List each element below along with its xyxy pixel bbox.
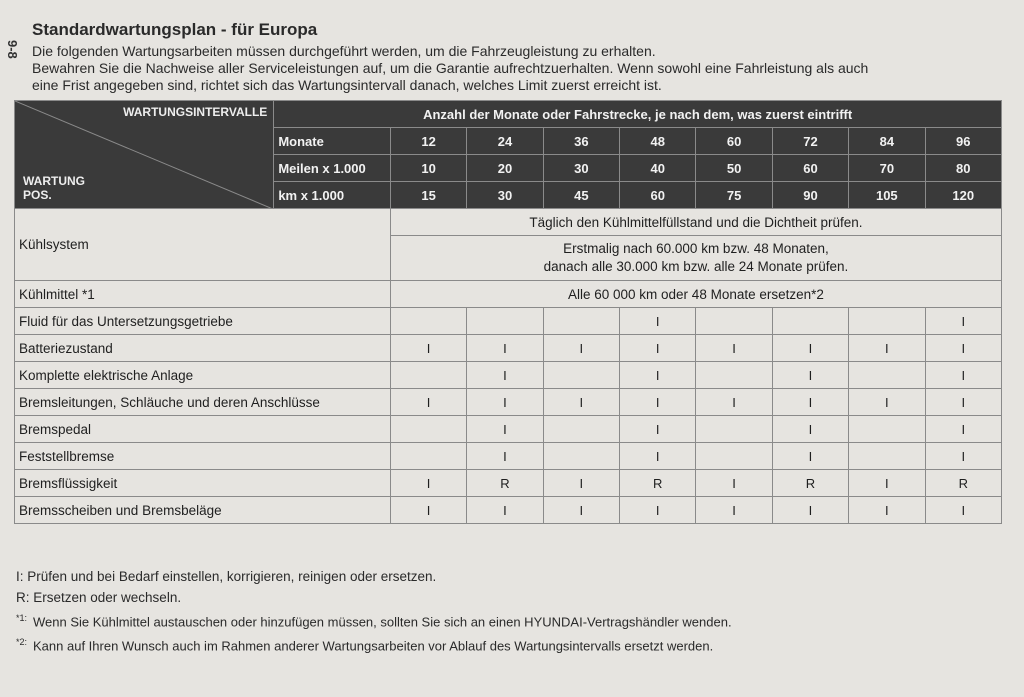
- item-label: Komplette elektrische Anlage: [15, 362, 391, 389]
- item-mark: I: [925, 443, 1001, 470]
- item-mark: [849, 308, 925, 335]
- interval-value: 120: [925, 182, 1001, 209]
- item-mark: [543, 416, 619, 443]
- kuehlsystem-note-daily: Täglich den Kühlmittelfüllstand und die Dichtheit prüfen.: [390, 209, 1001, 236]
- kuehlmittel-note: Alle 60 000 km oder 48 Monate ersetzen*2: [390, 281, 1001, 308]
- maintenance-table: [14, 100, 1002, 524]
- interval-value: 40: [620, 155, 696, 182]
- interval-value: 30: [467, 182, 543, 209]
- item-mark: I: [925, 308, 1001, 335]
- item-mark: I: [467, 389, 543, 416]
- item-mark: I: [772, 389, 848, 416]
- item-mark: R: [925, 470, 1001, 497]
- item-mark: R: [467, 470, 543, 497]
- table-row: [15, 389, 1002, 416]
- table-row: [15, 362, 1002, 389]
- intro-text: [32, 43, 1012, 94]
- footnote-2: [16, 632, 996, 656]
- item-mark: [696, 416, 772, 443]
- item-mark: [696, 308, 772, 335]
- interval-value: 70: [849, 155, 925, 182]
- item-mark: I: [467, 416, 543, 443]
- item-mark: I: [620, 416, 696, 443]
- item-mark: [390, 416, 466, 443]
- item-mark: I: [772, 443, 848, 470]
- item-label: Bremsleitungen, Schläuche und deren Anschlüsse: [15, 389, 391, 416]
- interval-value: 75: [696, 182, 772, 209]
- item-mark: [467, 308, 543, 335]
- item-mark: I: [696, 470, 772, 497]
- item-mark: I: [467, 335, 543, 362]
- legend-r: R: Ersetzen oder wechseln.: [16, 590, 182, 605]
- item-mark: I: [467, 497, 543, 524]
- item-mark: I: [620, 497, 696, 524]
- table-row: [15, 308, 1002, 335]
- interval-value: 48: [620, 128, 696, 155]
- item-mark: [390, 308, 466, 335]
- interval-header-title: Anzahl der Monate oder Fahrstrecke, je nach dem, was zuerst eintrifft: [274, 101, 1002, 128]
- item-mark: [390, 362, 466, 389]
- item-mark: I: [620, 389, 696, 416]
- kuehlsystem-note-interval: [390, 236, 1001, 281]
- item-mark: I: [849, 497, 925, 524]
- item-mark: [543, 308, 619, 335]
- item-label: Bremspedal: [15, 416, 391, 443]
- intro-line-3: eine Frist angegeben sind, richtet sich das Wartungsintervall danach, welches Limit zuerst erreicht ist.: [32, 77, 662, 93]
- item-mark: I: [925, 497, 1001, 524]
- item-mark: [696, 362, 772, 389]
- item-mark: I: [849, 470, 925, 497]
- item-mark: I: [772, 497, 848, 524]
- interval-value: 10: [390, 155, 466, 182]
- table-row: [15, 416, 1002, 443]
- legend: [16, 566, 996, 657]
- item-mark: I: [696, 335, 772, 362]
- interval-value: 45: [543, 182, 619, 209]
- item-label: Feststellbremse: [15, 443, 391, 470]
- item-mark: [772, 308, 848, 335]
- intro-line-2: Bewahren Sie die Nachweise aller Serviceleistungen auf, um die Garantie aufrechtzuerhalten. Wenn sowohl eine Fahrleistung als auch: [32, 60, 869, 76]
- interval-row-label: Monate: [274, 128, 391, 155]
- item-mark: [696, 443, 772, 470]
- kuehlsystem-note-line-2: danach alle 30.000 km bzw. alle 24 Monate prüfen.: [543, 259, 849, 274]
- item-mark: I: [925, 416, 1001, 443]
- interval-row-label: Meilen x 1.000: [274, 155, 391, 182]
- item-mark: I: [849, 389, 925, 416]
- item-mark: I: [620, 308, 696, 335]
- item-mark: I: [925, 335, 1001, 362]
- item-mark: [390, 443, 466, 470]
- item-mark: I: [620, 362, 696, 389]
- interval-value: 72: [772, 128, 848, 155]
- item-mark: I: [849, 335, 925, 362]
- item-mark: [849, 443, 925, 470]
- interval-value: 12: [390, 128, 466, 155]
- interval-value: 30: [543, 155, 619, 182]
- item-mark: I: [772, 362, 848, 389]
- item-mark: I: [772, 335, 848, 362]
- item-label: Batteriezustand: [15, 335, 391, 362]
- item-mark: I: [543, 335, 619, 362]
- interval-value: 80: [925, 155, 1001, 182]
- interval-value: 20: [467, 155, 543, 182]
- interval-value: 15: [390, 182, 466, 209]
- footnote-1: [16, 608, 996, 632]
- table-row: [15, 443, 1002, 470]
- item-mark: I: [390, 389, 466, 416]
- item-label: Bremsflüssigkeit: [15, 470, 391, 497]
- interval-value: 50: [696, 155, 772, 182]
- item-label-kuehlsystem: Kühlsystem: [15, 209, 391, 281]
- item-mark: R: [772, 470, 848, 497]
- item-mark: [543, 443, 619, 470]
- intro-line-1: Die folgenden Wartungsarbeiten müssen durchgeführt werden, um die Fahrzeugleistung zu erhalten.: [32, 43, 656, 59]
- item-mark: I: [696, 497, 772, 524]
- table-row: [15, 335, 1002, 362]
- interval-value: 90: [772, 182, 848, 209]
- item-mark: I: [696, 389, 772, 416]
- interval-value: 60: [772, 155, 848, 182]
- interval-value: 84: [849, 128, 925, 155]
- interval-value: 36: [543, 128, 619, 155]
- page-number: 9-8: [5, 40, 20, 59]
- item-mark: I: [925, 389, 1001, 416]
- item-mark: I: [467, 362, 543, 389]
- interval-value: 96: [925, 128, 1001, 155]
- interval-value: 105: [849, 182, 925, 209]
- item-mark: I: [772, 416, 848, 443]
- interval-value: 60: [696, 128, 772, 155]
- page-title: Standardwartungsplan - für Europa: [32, 20, 318, 39]
- item-label: Bremsscheiben und Bremsbeläge: [15, 497, 391, 524]
- table-row: [15, 497, 1002, 524]
- item-mark: R: [620, 470, 696, 497]
- item-mark: I: [543, 497, 619, 524]
- footnote-2-text: Kann auf Ihren Wunsch auch im Rahmen anderer Wartungsarbeiten vor Ablauf des Wartungsintervalls ersetzt werden.: [33, 638, 714, 654]
- item-label: Fluid für das Untersetzungsgetriebe: [15, 308, 391, 335]
- table-row: [15, 281, 1002, 308]
- footnote-2-mark: *2:: [16, 637, 28, 648]
- interval-value: 60: [620, 182, 696, 209]
- footnote-1-text: Wenn Sie Kühlmittel austauschen oder hinzufügen müssen, sollten Sie sich an einen HYUNDAI-Vertragshändler wenden.: [33, 614, 732, 630]
- item-mark: I: [543, 470, 619, 497]
- table-row: [15, 470, 1002, 497]
- item-mark: I: [620, 335, 696, 362]
- item-label-kuehlmittel: Kühlmittel *1: [15, 281, 391, 308]
- kuehlsystem-note-line-1: Erstmalig nach 60.000 km bzw. 48 Monaten,: [563, 241, 829, 256]
- interval-value: 24: [467, 128, 543, 155]
- item-mark: I: [467, 443, 543, 470]
- table-row: [15, 209, 1002, 236]
- interval-row-label: km x 1.000: [274, 182, 391, 209]
- item-mark: [849, 416, 925, 443]
- item-mark: I: [925, 362, 1001, 389]
- table-corner-header: [15, 101, 274, 209]
- corner-top-label: WARTUNGSINTERVALLE: [123, 105, 268, 119]
- legend-i: I: Prüfen und bei Bedarf einstellen, korrigieren, reinigen oder ersetzen.: [16, 569, 437, 584]
- item-mark: [543, 362, 619, 389]
- item-mark: I: [390, 335, 466, 362]
- item-mark: [849, 362, 925, 389]
- item-mark: I: [390, 497, 466, 524]
- footnote-1-mark: *1:: [16, 613, 28, 623]
- item-mark: I: [543, 389, 619, 416]
- item-mark: I: [620, 443, 696, 470]
- item-mark: I: [390, 470, 466, 497]
- corner-bottom-label: WARTUNG POS.: [23, 174, 85, 202]
